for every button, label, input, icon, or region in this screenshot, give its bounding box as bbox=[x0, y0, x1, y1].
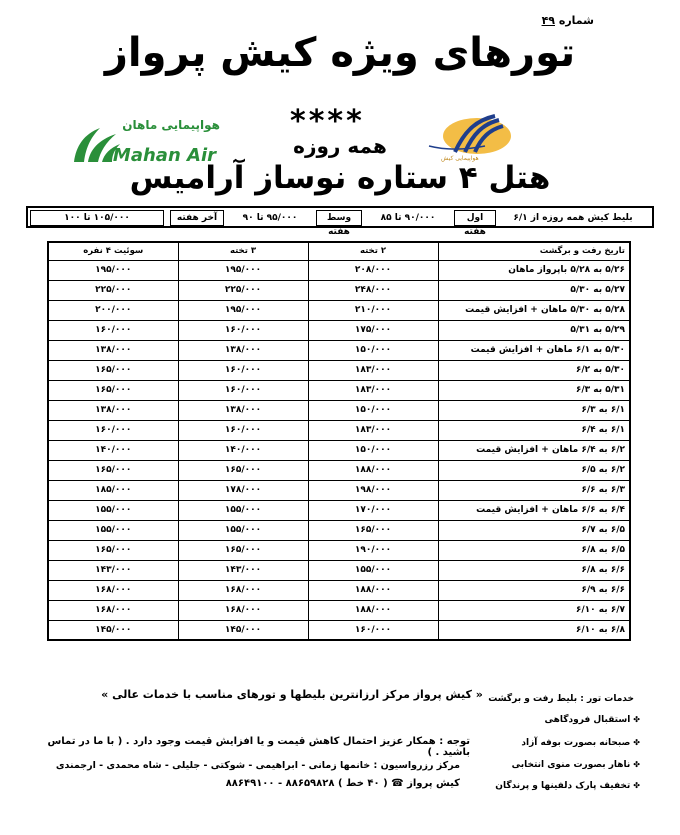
table-row bbox=[48, 460, 630, 480]
price-note: توجه : همکار عزیز احتمال کاهش قیمت و یا افزایش قیمت وجود دارد . ( با ما در تماس باشید . ) bbox=[47, 736, 470, 758]
table-row bbox=[48, 320, 630, 340]
cell-double-price: ۱۵۰/۰۰۰ bbox=[308, 400, 438, 420]
table-row bbox=[48, 480, 630, 500]
cell-suite-price: ۱۶۵/۰۰۰ bbox=[48, 360, 178, 380]
cell-triple-price: ۱۶۵/۰۰۰ bbox=[178, 540, 308, 560]
table-row bbox=[48, 540, 630, 560]
service-item: ✤تخفیف پارک دلفینها و پرندگان bbox=[495, 781, 640, 791]
cell-dates: ۶/۲ به ۶/۴ ماهان + افزایش قیمت bbox=[438, 440, 630, 460]
service-item: ✤ناهار بصورت منوی انتخابی bbox=[511, 760, 640, 770]
table-row bbox=[48, 600, 630, 620]
cell-double-price: ۱۷۰/۰۰۰ bbox=[308, 500, 438, 520]
table-row bbox=[48, 340, 630, 360]
column-header-suite: سوئیت ۴ نفره bbox=[48, 242, 178, 260]
table-row bbox=[48, 500, 630, 520]
cell-suite-price: ۱۴۵/۰۰۰ bbox=[48, 620, 178, 640]
cell-triple-price: ۱۳۸/۰۰۰ bbox=[178, 340, 308, 360]
cell-triple-price: ۱۵۵/۰۰۰ bbox=[178, 520, 308, 540]
table-row bbox=[48, 620, 630, 640]
table-row bbox=[48, 300, 630, 320]
cell-suite-price: ۱۵۵/۰۰۰ bbox=[48, 500, 178, 520]
cell-triple-price: ۱۶۰/۰۰۰ bbox=[178, 380, 308, 400]
cell-double-price: ۱۹۰/۰۰۰ bbox=[308, 540, 438, 560]
cell-double-price: ۲۴۸/۰۰۰ bbox=[308, 280, 438, 300]
cell-suite-price: ۱۶۰/۰۰۰ bbox=[48, 420, 178, 440]
cell-double-price: ۱۸۳/۰۰۰ bbox=[308, 380, 438, 400]
cell-triple-price: ۱۶۸/۰۰۰ bbox=[178, 600, 308, 620]
service-item: ✤استقبال فرودگاهی bbox=[544, 715, 640, 725]
cell-dates: ۶/۴ به ۶/۶ ماهان + افزایش قیمت bbox=[438, 500, 630, 520]
week-start-range: ۹۰/۰۰۰ تا ۸۵ bbox=[380, 213, 436, 223]
cell-suite-price: ۱۶۵/۰۰۰ bbox=[48, 540, 178, 560]
cell-double-price: ۱۵۰/۰۰۰ bbox=[308, 440, 438, 460]
cell-suite-price: ۱۶۸/۰۰۰ bbox=[48, 600, 178, 620]
week-end-label: آخر هفته bbox=[170, 210, 224, 226]
flyer-number-value: ۴۹ bbox=[541, 14, 555, 27]
cell-triple-price: ۱۶۵/۰۰۰ bbox=[178, 460, 308, 480]
cell-suite-price: ۱۶۵/۰۰۰ bbox=[48, 460, 178, 480]
cell-triple-price: ۱۶۸/۰۰۰ bbox=[178, 580, 308, 600]
cell-triple-price: ۱۷۸/۰۰۰ bbox=[178, 480, 308, 500]
cell-double-price: ۲۱۰/۰۰۰ bbox=[308, 300, 438, 320]
column-header-dates: تاریخ رفت و برگشت bbox=[438, 242, 630, 260]
cell-dates: ۵/۲۸ به ۵/۳۰ ماهان + افزایش قیمت bbox=[438, 300, 630, 320]
daily-label: همه روزه bbox=[293, 134, 387, 158]
cell-suite-price: ۱۶۵/۰۰۰ bbox=[48, 380, 178, 400]
cell-dates: ۵/۳۰ به ۶/۱ ماهان + افزایش قیمت bbox=[438, 340, 630, 360]
cell-triple-price: ۱۶۰/۰۰۰ bbox=[178, 420, 308, 440]
cell-suite-price: ۱۵۵/۰۰۰ bbox=[48, 520, 178, 540]
cell-triple-price: ۱۴۵/۰۰۰ bbox=[178, 620, 308, 640]
star-rating: **** bbox=[290, 104, 365, 139]
flyer-number: شماره ۴۹ bbox=[541, 14, 594, 27]
kish-wave-icon bbox=[425, 108, 515, 158]
mahan-air-logo: هواپیمایی ماهان Mahan Air bbox=[70, 118, 220, 166]
cell-double-price: ۱۵۵/۰۰۰ bbox=[308, 560, 438, 580]
cell-triple-price: ۱۹۵/۰۰۰ bbox=[178, 300, 308, 320]
ticket-label: بلیط کیش همه روزه از ۶/۱ bbox=[513, 213, 633, 223]
table-header-row bbox=[48, 242, 630, 260]
table-row bbox=[48, 360, 630, 380]
cell-double-price: ۱۸۸/۰۰۰ bbox=[308, 460, 438, 480]
table-row bbox=[48, 380, 630, 400]
week-mid-range: ۹۵/۰۰۰ تا ۹۰ bbox=[242, 213, 298, 223]
cell-triple-price: ۱۳۸/۰۰۰ bbox=[178, 400, 308, 420]
cell-double-price: ۱۸۳/۰۰۰ bbox=[308, 420, 438, 440]
cell-suite-price: ۱۳۸/۰۰۰ bbox=[48, 400, 178, 420]
cell-suite-price: ۲۰۰/۰۰۰ bbox=[48, 300, 178, 320]
cell-triple-price: ۱۴۳/۰۰۰ bbox=[178, 560, 308, 580]
cell-triple-price: ۱۶۰/۰۰۰ bbox=[178, 320, 308, 340]
table-row bbox=[48, 520, 630, 540]
cell-double-price: ۱۶۵/۰۰۰ bbox=[308, 520, 438, 540]
contact-phone: کیش پرواز ☎ ( ۴۰ خط ) ۸۸۶۵۹۸۲۸ - ۸۸۶۴۹۱۰۰ bbox=[225, 778, 460, 789]
table-row bbox=[48, 440, 630, 460]
page-title: تورهای ویژه کیش پرواز bbox=[104, 30, 576, 76]
cell-triple-price: ۱۹۵/۰۰۰ bbox=[178, 260, 308, 280]
tour-price-table bbox=[47, 241, 631, 641]
cell-triple-price: ۱۴۰/۰۰۰ bbox=[178, 440, 308, 460]
cell-suite-price: ۱۶۰/۰۰۰ bbox=[48, 320, 178, 340]
cell-dates: ۵/۲۹ به ۵/۳۱ bbox=[438, 320, 630, 340]
week-end-range: ۱۰۵/۰۰۰ تا ۱۰۰ bbox=[30, 210, 164, 226]
cell-double-price: ۱۸۸/۰۰۰ bbox=[308, 580, 438, 600]
hotel-title: هتل ۴ ستاره نوساز آرامیس bbox=[129, 160, 551, 196]
cell-triple-price: ۲۲۵/۰۰۰ bbox=[178, 280, 308, 300]
cell-dates: ۶/۶ به ۶/۸ bbox=[438, 560, 630, 580]
cell-suite-price: ۱۸۵/۰۰۰ bbox=[48, 480, 178, 500]
cell-suite-price: ۱۴۰/۰۰۰ bbox=[48, 440, 178, 460]
cell-suite-price: ۱۳۸/۰۰۰ bbox=[48, 340, 178, 360]
cell-suite-price: ۱۴۳/۰۰۰ bbox=[48, 560, 178, 580]
cell-dates: ۵/۳۱ به ۶/۳ bbox=[438, 380, 630, 400]
cell-double-price: ۱۶۰/۰۰۰ bbox=[308, 620, 438, 640]
reservation-center: مرکز رزرواسیون : خانمها زمانی - ابراهیمی - شوکتی - جلیلی - شاه محمدی - ارجمندی bbox=[55, 760, 460, 771]
cell-dates: ۵/۲۶ به ۵/۲۸ باپرواز ماهان bbox=[438, 260, 630, 280]
cell-double-price: ۱۸۳/۰۰۰ bbox=[308, 360, 438, 380]
column-header-triple: ۳ تخته bbox=[178, 242, 308, 260]
bullet-icon: ✤ bbox=[633, 715, 640, 724]
cell-double-price: ۲۰۸/۰۰۰ bbox=[308, 260, 438, 280]
cell-dates: ۵/۳۰ به ۶/۲ bbox=[438, 360, 630, 380]
cell-dates: ۶/۸ به ۶/۱۰ bbox=[438, 620, 630, 640]
cell-suite-price: ۱۶۸/۰۰۰ bbox=[48, 580, 178, 600]
table-row bbox=[48, 400, 630, 420]
slogan: « کیش پرواز مرکز ارزانترین بلیطها و تورهای مناسب با خدمات عالی » bbox=[101, 688, 483, 701]
table-row bbox=[48, 260, 630, 280]
bullet-icon: ✤ bbox=[633, 760, 640, 769]
cell-double-price: ۱۵۰/۰۰۰ bbox=[308, 340, 438, 360]
cell-dates: ۶/۳ به ۶/۶ bbox=[438, 480, 630, 500]
services-title: خدمات تور : بلیط رفت و برگشت bbox=[488, 694, 634, 704]
service-item: ✤صبحانه بصورت بوفه آزاد bbox=[521, 738, 640, 748]
cell-dates: ۶/۷ به ۶/۱۰ bbox=[438, 600, 630, 620]
week-mid-label: وسط هفته bbox=[316, 210, 362, 226]
cell-double-price: ۱۷۵/۰۰۰ bbox=[308, 320, 438, 340]
cell-double-price: ۱۸۸/۰۰۰ bbox=[308, 600, 438, 620]
cell-dates: ۶/۵ به ۶/۸ bbox=[438, 540, 630, 560]
cell-dates: ۶/۲ به ۶/۵ bbox=[438, 460, 630, 480]
cell-dates: ۶/۱ به ۶/۴ bbox=[438, 420, 630, 440]
column-header-double: ۲ تخته bbox=[308, 242, 438, 260]
cell-dates: ۶/۶ به ۶/۹ bbox=[438, 580, 630, 600]
table-row bbox=[48, 280, 630, 300]
table-row bbox=[48, 420, 630, 440]
cell-suite-price: ۱۹۵/۰۰۰ bbox=[48, 260, 178, 280]
cell-suite-price: ۲۲۵/۰۰۰ bbox=[48, 280, 178, 300]
cell-triple-price: ۱۶۰/۰۰۰ bbox=[178, 360, 308, 380]
week-start-label: اول هفته bbox=[454, 210, 496, 226]
table-row bbox=[48, 560, 630, 580]
bullet-icon: ✤ bbox=[633, 738, 640, 747]
ticket-price-bar bbox=[26, 206, 654, 237]
cell-dates: ۶/۱ به ۶/۳ bbox=[438, 400, 630, 420]
table-row bbox=[48, 580, 630, 600]
bullet-icon: ✤ bbox=[633, 781, 640, 790]
kish-air-logo: هواپیمایی کیش bbox=[425, 108, 515, 166]
cell-dates: ۶/۵ به ۶/۷ bbox=[438, 520, 630, 540]
cell-double-price: ۱۹۸/۰۰۰ bbox=[308, 480, 438, 500]
cell-dates: ۵/۲۷ به ۵/۳۰ bbox=[438, 280, 630, 300]
cell-triple-price: ۱۵۵/۰۰۰ bbox=[178, 500, 308, 520]
